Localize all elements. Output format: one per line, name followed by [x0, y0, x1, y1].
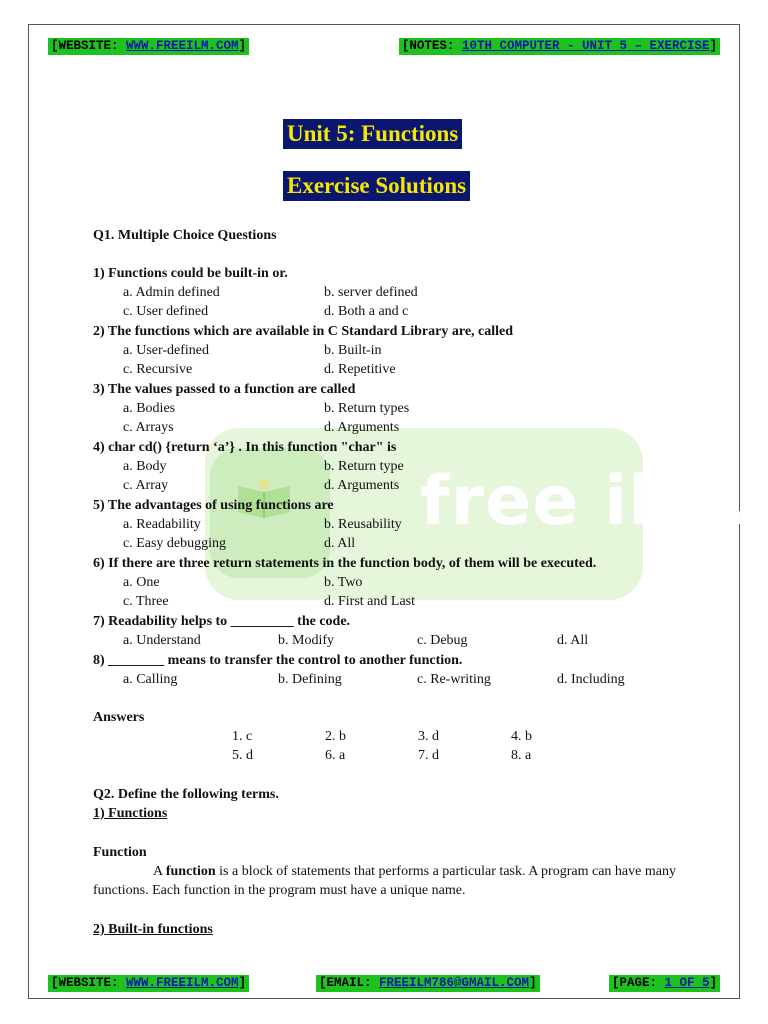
option-8b: b. Defining — [278, 672, 342, 687]
option-6c: c. Three — [123, 594, 169, 609]
question-4: 4) char cd() {return ‘a’} . In this function "char" is — [93, 440, 397, 455]
question-3: 3) The values passed to a function are called — [93, 382, 356, 397]
q1-heading: Q1. Multiple Choice Questions — [93, 228, 277, 243]
option-7a: a. Understand — [123, 633, 201, 648]
option-1d: d. Both a and c — [324, 304, 409, 319]
option-4a: a. Body — [123, 459, 167, 474]
term-function: Function — [93, 845, 147, 860]
q2-subheading-builtin: 2) Built-in functions — [93, 922, 213, 937]
question-5: 5) The advantages of using functions are — [93, 498, 334, 513]
answer-2: 2. b — [325, 729, 346, 744]
option-8a: a. Calling — [123, 672, 178, 687]
answer-3: 3. d — [418, 729, 439, 744]
option-7b: b. Modify — [278, 633, 334, 648]
footer-page-label: [PAGE: — [611, 976, 657, 990]
footer-website-link[interactable]: WWW.FREEILM.COM — [126, 976, 239, 990]
footer-email-link[interactable]: FREEILM786@GMAIL.COM — [379, 976, 530, 990]
option-4c: c. Array — [123, 478, 169, 493]
footer-page-close: ] — [709, 976, 717, 990]
option-2b: b. Built-in — [324, 343, 382, 358]
option-8c: c. Re-writing — [417, 672, 491, 687]
option-7d: d. All — [557, 633, 589, 648]
option-3a: a. Bodies — [123, 401, 176, 416]
header-website-close: ] — [238, 39, 247, 53]
q2-subheading-functions: 1) Functions — [93, 806, 168, 821]
question-1: 1) Functions could be built-in or. — [93, 266, 288, 281]
watermark-text: free ilm. — [420, 462, 752, 541]
answer-8: 8. a — [511, 748, 532, 763]
option-6d: d. First and Last — [324, 594, 415, 609]
option-1a: a. Admin defined — [123, 285, 220, 300]
question-2: 2) The functions which are available in C Standard Library are, called — [93, 324, 514, 339]
question-7: 7) Readability helps to _________ the code. — [93, 614, 351, 629]
option-5c: c. Easy debugging — [123, 536, 227, 551]
option-8d: d. Including — [557, 672, 625, 687]
definition-prefix: A — [153, 864, 166, 879]
footer-email-close: ] — [529, 976, 537, 990]
footer-email-label: [EMAIL: — [319, 976, 372, 990]
header-website-link[interactable]: WWW.FREEILM.COM — [126, 39, 239, 53]
unit-title: Unit 5: Functions — [283, 119, 462, 149]
answer-5: 5. d — [232, 748, 253, 763]
option-6a: a. One — [123, 575, 160, 590]
question-6: 6) If there are three return statements in the function body, of them will be executed. — [93, 556, 597, 571]
header-notes-tag — [399, 38, 720, 55]
option-4b: b. Return type — [324, 459, 404, 474]
option-5b: b. Reusability — [324, 517, 402, 532]
option-2a: a. User-defined — [123, 343, 210, 358]
footer-website-close: ] — [238, 976, 247, 990]
footer-email-tag — [316, 975, 540, 992]
function-definition — [93, 862, 683, 900]
definition-text: is a block of statements that performs a particular task. A program can have many functions. Each function in the program must have a unique name. — [93, 864, 676, 898]
option-5d: d. All — [324, 536, 356, 551]
answers-heading: Answers — [93, 710, 145, 725]
option-1b: b. server defined — [324, 285, 418, 300]
footer-website-label: [WEBSITE: — [51, 976, 119, 990]
option-4d: d. Arguments — [324, 478, 400, 493]
footer-website-tag — [48, 975, 249, 992]
option-2d: d. Repetitive — [324, 362, 396, 377]
question-8: 8) ________ means to transfer the control to another function. — [93, 653, 463, 668]
answer-1: 1. c — [232, 729, 253, 744]
q2-heading: Q2. Define the following terms. — [93, 787, 279, 802]
definition-bold: function — [165, 864, 216, 879]
option-5a: a. Readability — [123, 517, 201, 532]
exercise-title: Exercise Solutions — [283, 171, 470, 201]
footer-page-link[interactable]: 1 OF 5 — [664, 976, 710, 990]
option-1c: c. User defined — [123, 304, 209, 319]
header-website-label: [WEBSITE: — [51, 39, 119, 53]
answer-6: 6. a — [325, 748, 346, 763]
option-7c: c. Debug — [417, 633, 468, 648]
header-website-tag — [48, 38, 249, 55]
footer-page-tag — [609, 975, 720, 992]
option-6b: b. Two — [324, 575, 363, 590]
answer-7: 7. d — [418, 748, 439, 763]
header-notes-label: [NOTES: — [401, 39, 455, 53]
header-notes-close: ] — [709, 39, 717, 53]
option-3c: c. Arrays — [123, 420, 174, 435]
option-3b: b. Return types — [324, 401, 410, 416]
option-2c: c. Recursive — [123, 362, 193, 377]
option-3d: d. Arguments — [324, 420, 400, 435]
header-notes-link[interactable]: 10TH COMPUTER - UNIT 5 – EXERCISE — [461, 39, 710, 53]
answer-4: 4. b — [511, 729, 532, 744]
